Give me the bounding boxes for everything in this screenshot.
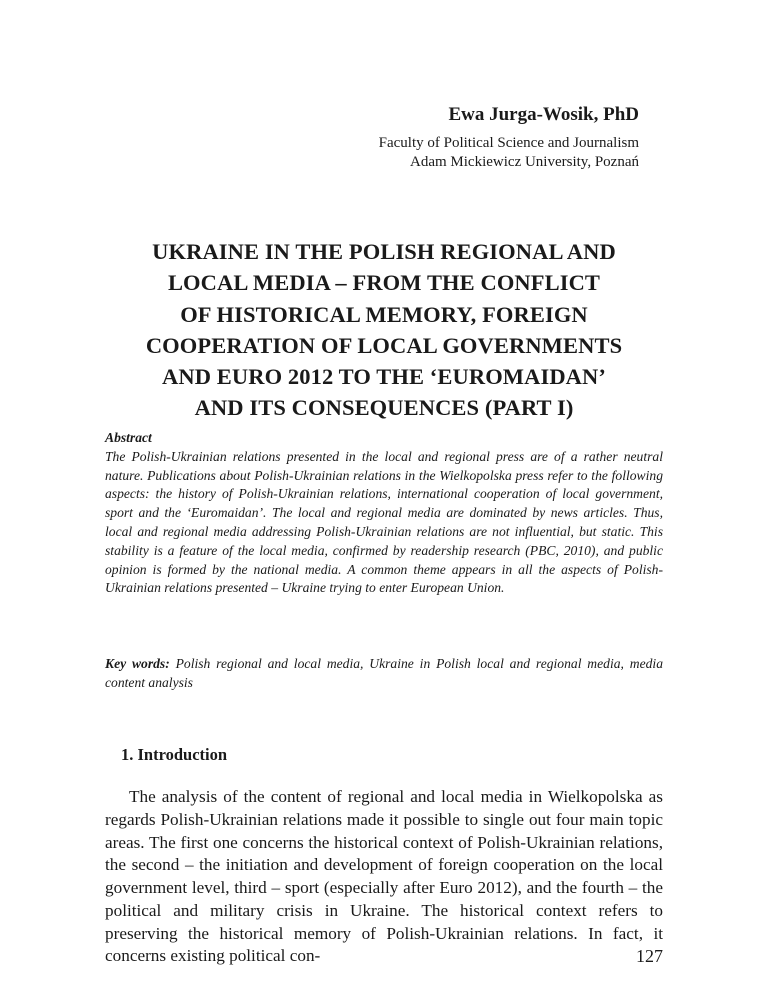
title-line: AND ITS CONSEQUENCES (PART I)	[194, 395, 574, 421]
keywords-label: Key words:	[105, 656, 170, 671]
title-line: UKRAINE IN THE POLISH REGIONAL AND	[152, 239, 616, 264]
keywords-block	[105, 655, 663, 693]
author-block	[379, 102, 639, 172]
abstract-heading: Abstract	[105, 430, 152, 445]
keywords-text: Polish regional and local media, Ukraine in Polish local and regional media, media content analysis	[105, 656, 663, 690]
title-line: COOPERATION OF LOCAL GOVERNMENTS	[145, 332, 623, 358]
body-paragraph: The analysis of the content of regional and local media in Wielkopolska as regards Polish-Ukrainian relations made it possible to single out four main topic areas. The first one concerns the historical context of Polish-Ukrainian relations, the second – the initiation and development of foreign cooperation on the local government level, third – sport (especially after Euro 2012), and the fourth – the political and military crisis in Ukraine. The historical context refers to preserving the historical memory of Polish-Ukrainian relations. In fact, it concerns existing political con-	[105, 787, 663, 966]
affiliation-university: Adam Mickiewicz University, Poznań	[410, 154, 639, 170]
author-name: Ewa Jurga-Wosik, PhD	[448, 104, 639, 125]
title-line: OF HISTORICAL MEMORY, FOREIGN	[180, 301, 588, 327]
abstract-block	[105, 429, 663, 598]
title-line: AND EURO 2012 TO THE ‘EUROMAIDAN’	[162, 364, 606, 390]
page-number: 127	[636, 946, 663, 966]
title-line: LOCAL MEDIA – FROM THE CONFLICT	[167, 270, 601, 296]
abstract-text: The Polish-Ukrainian relations presented in the local and regional press are of a rather neutral nature. Publications about Polish-Ukrainian relations in the Wielkopolska press refer to the following aspects: the history of Polish-Ukrainian relations, international cooperation of local government, sport and the ‘Euromaidan’. The local and regional media are dominated by news articles. Thus, local and regional media addressing Polish-Ukrainian relations are not influential, but static. This stability is a feature of the local media, confirmed by readership research (PBC, 2010), and public opinion is formed by the national media. A common theme appears in all the aspects of Polish-Ukrainian relations presented – Ukraine trying to enter European Union.	[105, 448, 663, 596]
article-title	[100, 236, 668, 424]
affiliation-faculty: Faculty of Political Science and Journalism	[378, 135, 639, 151]
section-heading: 1. Introduction	[121, 745, 228, 764]
